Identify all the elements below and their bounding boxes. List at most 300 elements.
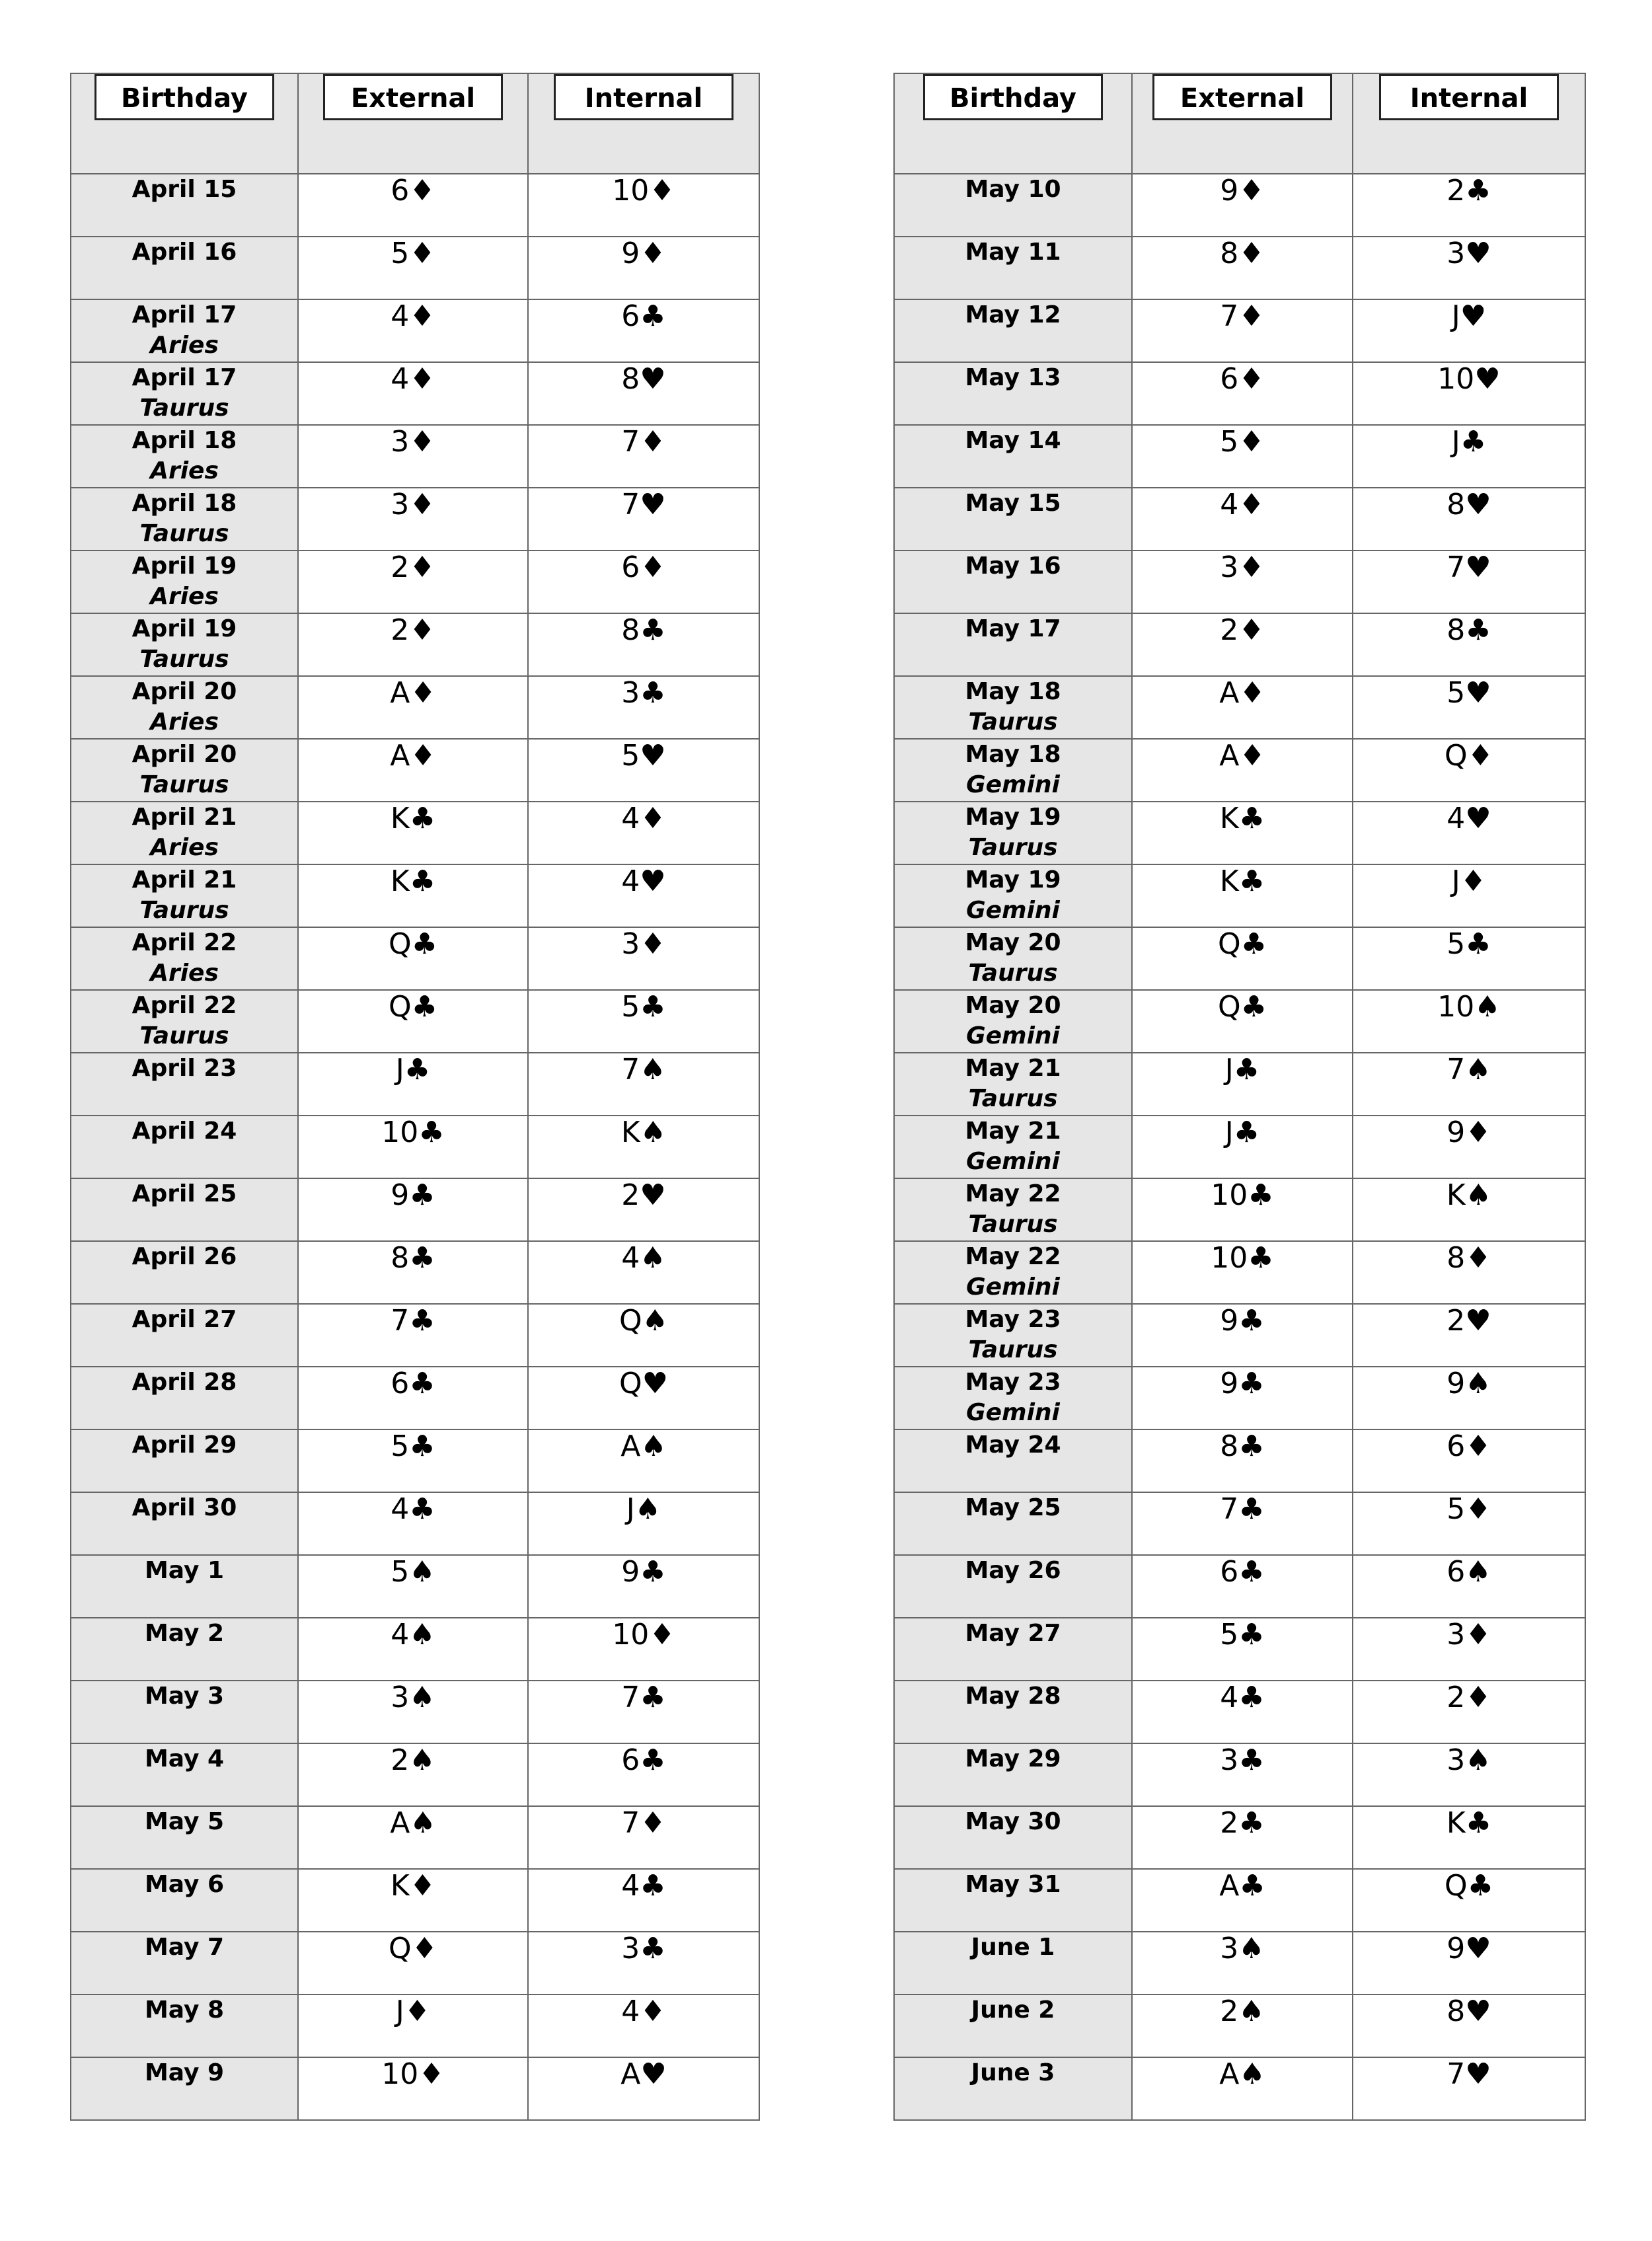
birthday-date: May 5 — [144, 1808, 225, 1835]
table-row — [71, 802, 759, 864]
birthday-cell — [71, 1241, 298, 1304]
table-row — [894, 1681, 1585, 1743]
external-card-cell — [298, 488, 528, 551]
table-row — [71, 1492, 759, 1555]
zodiac-sign: Aries — [150, 834, 219, 861]
birthday-date: May 28 — [965, 1683, 1061, 1710]
internal-card: 8♣ — [621, 613, 666, 647]
internal-card: Q♠ — [619, 1304, 669, 1338]
birthday-date: May 6 — [144, 1871, 225, 1898]
table-row — [894, 1367, 1585, 1429]
external-card: 9♣ — [1220, 1304, 1265, 1338]
external-card-cell — [1132, 1555, 1353, 1618]
internal-card: 4♠ — [621, 1241, 666, 1275]
internal-card: 9♣ — [621, 1555, 666, 1589]
birthday-cell — [71, 1618, 298, 1681]
birthday-date: June 1 — [971, 1934, 1055, 1961]
birthday-date: May 24 — [965, 1431, 1061, 1459]
external-card: J♦ — [395, 1994, 431, 2028]
internal-card: 5♥ — [1446, 676, 1491, 710]
table-row — [894, 1806, 1585, 1869]
external-card: 4♦ — [391, 299, 435, 333]
birthday-cell — [894, 1869, 1132, 1932]
internal-card-cell — [528, 1681, 759, 1743]
birthday-cell — [71, 1304, 298, 1367]
table-row — [71, 2057, 759, 2120]
table-row — [894, 362, 1585, 425]
external-card-cell — [1132, 1241, 1353, 1304]
external-card-cell — [298, 551, 528, 613]
external-card-cell — [298, 1492, 528, 1555]
external-card: 3♠ — [1220, 1932, 1265, 1965]
internal-card-cell — [528, 1241, 759, 1304]
internal-card: 6♦ — [1446, 1429, 1491, 1463]
internal-card: 7♦ — [621, 1806, 666, 1840]
table-row — [894, 1994, 1585, 2057]
external-card-cell — [1132, 1492, 1353, 1555]
birthday-cell — [71, 613, 298, 676]
internal-card: 7♠ — [621, 1053, 666, 1086]
external-card-cell — [1132, 299, 1353, 362]
external-card-cell — [298, 1806, 528, 1869]
zodiac-sign: Aries — [150, 457, 219, 484]
internal-card-cell — [1353, 1618, 1585, 1681]
left-birthday-table — [70, 73, 760, 2121]
table-row — [894, 1116, 1585, 1178]
table-row — [894, 1932, 1585, 1994]
internal-card-cell — [528, 1869, 759, 1932]
external-card: 5♠ — [391, 1555, 435, 1589]
external-card-cell — [298, 1618, 528, 1681]
birthday-date: May 16 — [965, 552, 1061, 580]
birthday-date: May 19 — [965, 866, 1061, 893]
internal-card-cell — [1353, 1116, 1585, 1178]
external-card-cell — [298, 1178, 528, 1241]
birthday-cell — [71, 1681, 298, 1743]
birthday-cell — [894, 676, 1132, 739]
internal-card: J♥ — [1451, 299, 1487, 333]
table-row — [894, 739, 1585, 802]
external-card: 6♦ — [1220, 362, 1265, 396]
birthday-date: April 29 — [131, 1431, 237, 1459]
internal-card: 7♥ — [621, 488, 666, 521]
external-card-cell — [298, 1241, 528, 1304]
birthday-header-cell — [894, 73, 1132, 174]
birthday-header-cell — [71, 73, 298, 174]
external-header-cell — [1132, 73, 1353, 174]
internal-card: Q♣ — [1444, 1869, 1494, 1903]
external-header: External — [1152, 74, 1332, 120]
birthday-cell — [894, 488, 1132, 551]
internal-card-cell — [1353, 237, 1585, 299]
birthday-cell — [71, 237, 298, 299]
external-card: 10♣ — [1211, 1241, 1274, 1275]
table-row — [71, 990, 759, 1053]
internal-card-cell — [528, 2057, 759, 2120]
birthday-cell — [894, 1555, 1132, 1618]
internal-card-cell — [1353, 1994, 1585, 2057]
internal-card-cell — [528, 488, 759, 551]
birthday-date: May 19 — [965, 804, 1061, 831]
birthday-date: June 2 — [971, 1996, 1055, 2024]
internal-card: 2♥ — [1446, 1304, 1491, 1338]
birthday-cell — [71, 551, 298, 613]
table-row — [71, 1178, 759, 1241]
zodiac-sign: Taurus — [968, 1336, 1058, 1363]
birthday-date: April 18 — [131, 490, 237, 517]
external-card-cell — [1132, 1681, 1353, 1743]
table-row — [71, 1806, 759, 1869]
external-card-cell — [1132, 488, 1353, 551]
internal-card-cell — [528, 1367, 759, 1429]
table-row — [71, 299, 759, 362]
external-card: 2♦ — [391, 551, 435, 584]
table-row — [894, 425, 1585, 488]
internal-card: 7♦ — [621, 425, 666, 459]
birthday-date: April 22 — [131, 992, 237, 1019]
internal-card: 7♥ — [1446, 2057, 1491, 2091]
external-card-cell — [298, 990, 528, 1053]
external-card-cell — [298, 739, 528, 802]
internal-card-cell — [1353, 927, 1585, 990]
external-card: A♦ — [390, 676, 436, 710]
birthday-cell — [894, 551, 1132, 613]
internal-card-cell — [1353, 1053, 1585, 1116]
zodiac-sign: Taurus — [139, 646, 229, 673]
birthday-cell — [894, 1994, 1132, 2057]
birthday-cell — [71, 488, 298, 551]
birthday-cell — [894, 1743, 1132, 1806]
external-card: 3♦ — [1220, 551, 1265, 584]
internal-card-cell — [528, 802, 759, 864]
external-card-cell — [298, 1681, 528, 1743]
internal-card: 8♦ — [1446, 1241, 1491, 1275]
birthday-cell — [71, 1116, 298, 1178]
birthday-cell — [71, 990, 298, 1053]
external-card-cell — [1132, 1053, 1353, 1116]
external-card: Q♣ — [388, 927, 438, 961]
birthday-cell — [71, 1053, 298, 1116]
birthday-date: April 16 — [131, 239, 237, 266]
table-row — [71, 927, 759, 990]
birthday-date: April 25 — [131, 1180, 237, 1207]
internal-card-cell — [1353, 1743, 1585, 1806]
table-row — [71, 1743, 759, 1806]
table-row — [71, 739, 759, 802]
internal-card: 3♦ — [1446, 1618, 1491, 1652]
birthday-cell — [894, 1492, 1132, 1555]
birthday-cell — [71, 362, 298, 425]
external-card-cell — [298, 2057, 528, 2120]
table-row — [71, 864, 759, 927]
table-row — [71, 1116, 759, 1178]
birthday-cell — [71, 299, 298, 362]
zodiac-sign: Aries — [150, 332, 219, 359]
external-header-cell — [298, 73, 528, 174]
table-row — [894, 613, 1585, 676]
internal-card: 3♠ — [1446, 1743, 1491, 1777]
internal-card: 5♣ — [621, 990, 666, 1024]
birthday-header: Birthday — [923, 74, 1103, 120]
table-row — [71, 613, 759, 676]
internal-card: 2♥ — [621, 1178, 666, 1212]
internal-card-cell — [528, 1492, 759, 1555]
internal-card-cell — [1353, 1492, 1585, 1555]
internal-card: 8♥ — [1446, 488, 1491, 521]
internal-card: J♣ — [1451, 425, 1487, 459]
table-row — [71, 1869, 759, 1932]
table-row — [71, 174, 759, 237]
internal-card: 4♣ — [621, 1869, 666, 1903]
table-row — [894, 1304, 1585, 1367]
birthday-date: May 13 — [965, 364, 1061, 391]
birthday-cell — [894, 1053, 1132, 1116]
birthday-date: May 10 — [965, 176, 1061, 203]
birthday-date: May 23 — [965, 1369, 1061, 1396]
external-card-cell — [1132, 1304, 1353, 1367]
internal-card: 8♥ — [1446, 1994, 1491, 2028]
internal-card-cell — [1353, 1681, 1585, 1743]
birthday-cell — [894, 1429, 1132, 1492]
birthday-cell — [71, 2057, 298, 2120]
birthday-cell — [894, 299, 1132, 362]
table-row — [894, 1492, 1585, 1555]
external-card-cell — [298, 237, 528, 299]
external-card: J♣ — [1224, 1053, 1260, 1086]
internal-card-cell — [1353, 2057, 1585, 2120]
external-card: Q♣ — [1217, 927, 1267, 961]
birthday-date: April 23 — [131, 1055, 237, 1082]
external-card-cell — [298, 362, 528, 425]
birthday-date: May 22 — [965, 1243, 1061, 1270]
external-header: External — [323, 74, 503, 120]
right-birthday-table — [893, 73, 1586, 2121]
table-row — [894, 237, 1585, 299]
internal-card-cell — [528, 1806, 759, 1869]
internal-card-cell — [1353, 739, 1585, 802]
internal-card: J♦ — [1451, 864, 1487, 898]
external-card: 2♣ — [1220, 1806, 1265, 1840]
table-row — [894, 802, 1585, 864]
external-card-cell — [1132, 802, 1353, 864]
table-row — [894, 676, 1585, 739]
zodiac-sign: Gemini — [966, 1148, 1060, 1175]
birthday-date: April 20 — [131, 678, 237, 705]
birthday-cell — [894, 1367, 1132, 1429]
internal-card-cell — [528, 1053, 759, 1116]
birthday-date: April 17 — [131, 364, 237, 391]
external-card-cell — [1132, 1869, 1353, 1932]
birthday-date: May 11 — [965, 239, 1061, 266]
birthday-cell — [71, 1743, 298, 1806]
external-card-cell — [298, 1304, 528, 1367]
external-card: 6♣ — [1220, 1555, 1265, 1589]
zodiac-sign: Aries — [150, 960, 219, 987]
table-row — [71, 1429, 759, 1492]
internal-card: 4♥ — [1446, 802, 1491, 835]
table-row — [71, 551, 759, 613]
birthday-date: May 4 — [144, 1745, 225, 1772]
external-card-cell — [298, 927, 528, 990]
internal-card-cell — [528, 1618, 759, 1681]
external-card: A♣ — [1219, 1869, 1265, 1903]
internal-card: 6♣ — [621, 1743, 666, 1777]
table-row — [71, 1681, 759, 1743]
external-card-cell — [1132, 1178, 1353, 1241]
external-card: 5♦ — [391, 237, 435, 270]
birthday-cell — [71, 676, 298, 739]
birthday-cell — [71, 1429, 298, 1492]
internal-card: 9♠ — [1446, 1367, 1491, 1400]
external-card-cell — [298, 1429, 528, 1492]
internal-card-cell — [528, 237, 759, 299]
internal-card: Q♥ — [619, 1367, 669, 1400]
table-row — [894, 1053, 1585, 1116]
external-card: 4♣ — [391, 1492, 435, 1526]
birthday-date: May 31 — [965, 1871, 1061, 1898]
table-row — [894, 1241, 1585, 1304]
internal-card-cell — [1353, 299, 1585, 362]
birthday-cell — [894, 1932, 1132, 1994]
internal-card-cell — [1353, 1304, 1585, 1367]
internal-card-cell — [1353, 174, 1585, 237]
external-card: 7♣ — [391, 1304, 435, 1338]
external-card-cell — [1132, 676, 1353, 739]
table-row — [894, 1555, 1585, 1618]
internal-card: 5♥ — [621, 739, 666, 773]
internal-header-cell — [1353, 73, 1585, 174]
internal-card: 6♣ — [621, 299, 666, 333]
zodiac-sign: Gemini — [966, 1273, 1060, 1301]
birthday-cell — [894, 864, 1132, 927]
internal-card: 10♠ — [1437, 990, 1501, 1024]
external-card-cell — [1132, 1994, 1353, 2057]
table-row — [894, 1618, 1585, 1681]
table-row — [894, 864, 1585, 927]
internal-card: K♠ — [620, 1116, 667, 1149]
internal-card: 9♦ — [1446, 1116, 1491, 1149]
external-card: K♣ — [390, 802, 436, 835]
table-row — [894, 1429, 1585, 1492]
external-card: 8♣ — [1220, 1429, 1265, 1463]
external-card-cell — [1132, 1618, 1353, 1681]
right-table-body — [894, 174, 1585, 2120]
internal-card: K♠ — [1446, 1178, 1492, 1212]
table-row — [71, 676, 759, 739]
table-row — [894, 990, 1585, 1053]
external-card: 2♠ — [391, 1743, 435, 1777]
birthday-cell — [894, 1304, 1132, 1367]
external-card-cell — [1132, 1116, 1353, 1178]
external-card-cell — [1132, 1429, 1353, 1492]
external-card: 4♠ — [391, 1618, 435, 1652]
external-card: 7♣ — [1220, 1492, 1265, 1526]
table-row — [71, 1053, 759, 1116]
birthday-cell — [894, 237, 1132, 299]
external-card: K♣ — [1219, 802, 1265, 835]
external-card: 2♠ — [1220, 1994, 1265, 2028]
birthday-cell — [894, 425, 1132, 488]
birthday-date: May 3 — [144, 1683, 225, 1710]
birthday-date: May 26 — [965, 1557, 1061, 1584]
birthday-cell — [71, 1994, 298, 2057]
external-card-cell — [298, 299, 528, 362]
internal-card: 6♦ — [621, 551, 666, 584]
external-card: 6♦ — [391, 174, 435, 208]
internal-card: 4♦ — [621, 1994, 666, 2028]
birthday-date: May 21 — [965, 1118, 1061, 1145]
birthday-cell — [894, 927, 1132, 990]
birthday-cell — [71, 864, 298, 927]
internal-card: 10♥ — [1437, 362, 1501, 396]
birthday-cell — [71, 1555, 298, 1618]
zodiac-sign: Taurus — [139, 395, 229, 422]
birthday-date: May 25 — [965, 1494, 1061, 1521]
internal-card-cell — [1353, 1429, 1585, 1492]
external-card: 4♣ — [1220, 1681, 1265, 1714]
external-card-cell — [1132, 425, 1353, 488]
internal-card: 4♦ — [621, 802, 666, 835]
internal-card-cell — [1353, 1241, 1585, 1304]
external-card: K♣ — [1219, 864, 1265, 898]
external-card: A♦ — [1219, 739, 1265, 773]
left-table-body — [71, 174, 759, 2120]
zodiac-sign: Taurus — [139, 520, 229, 547]
internal-card-cell — [528, 1116, 759, 1178]
header-row — [894, 73, 1585, 174]
internal-card-cell — [1353, 1806, 1585, 1869]
internal-card: 2♦ — [1446, 1681, 1491, 1714]
external-card-cell — [298, 174, 528, 237]
birthday-cell — [894, 613, 1132, 676]
birthday-cell — [894, 1178, 1132, 1241]
external-card-cell — [1132, 237, 1353, 299]
external-card: Q♣ — [1217, 990, 1267, 1024]
internal-card: 2♣ — [1446, 174, 1491, 208]
birthday-date: April 22 — [131, 929, 237, 956]
internal-card: 3♥ — [1446, 237, 1491, 270]
external-card-cell — [298, 613, 528, 676]
internal-card: 4♥ — [621, 864, 666, 898]
internal-card: 9♦ — [621, 237, 666, 270]
internal-card: K♣ — [1446, 1806, 1492, 1840]
internal-card: 3♦ — [621, 927, 666, 961]
external-card: Q♦ — [388, 1932, 438, 1965]
external-card-cell — [298, 864, 528, 927]
external-card: 3♠ — [391, 1681, 435, 1714]
birthday-cell — [71, 174, 298, 237]
external-card: 4♦ — [1220, 488, 1265, 521]
external-card: 2♦ — [391, 613, 435, 647]
internal-card: 10♦ — [612, 174, 675, 208]
birthday-cell — [894, 1618, 1132, 1681]
internal-card: Q♦ — [1444, 739, 1494, 773]
internal-card-cell — [528, 1932, 759, 1994]
internal-card: 3♣ — [621, 676, 666, 710]
internal-card-cell — [1353, 864, 1585, 927]
birthday-cell — [894, 1241, 1132, 1304]
internal-card: 7♠ — [1446, 1053, 1491, 1086]
external-card: 10♣ — [1211, 1178, 1274, 1212]
birthday-cell — [894, 1116, 1132, 1178]
external-card-cell — [1132, 1932, 1353, 1994]
internal-card-cell — [1353, 425, 1585, 488]
internal-card-cell — [1353, 362, 1585, 425]
birthday-date: May 20 — [965, 929, 1061, 956]
header-row — [71, 73, 759, 174]
birthday-date: April 21 — [131, 804, 237, 831]
internal-card: J♠ — [626, 1492, 661, 1526]
